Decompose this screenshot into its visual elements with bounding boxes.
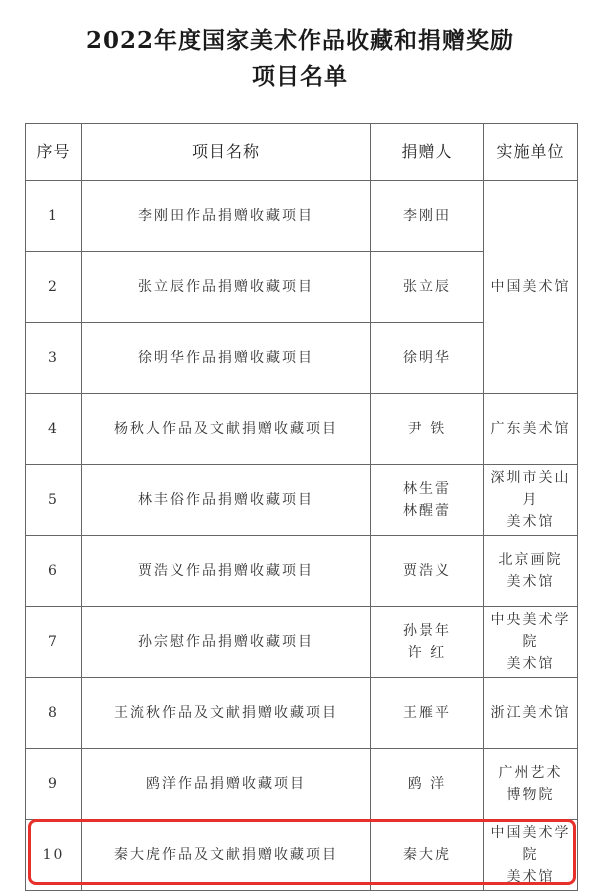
- row-number: 2: [26, 252, 82, 323]
- table-row: [26, 678, 578, 749]
- row-unit: 广东美术馆: [484, 394, 578, 465]
- row-donor: 尹 铁: [371, 394, 484, 465]
- row-unit: 中央美术学院 美术馆: [484, 607, 578, 678]
- table-row: [26, 607, 578, 678]
- row-donor: 秦大虎: [371, 820, 484, 891]
- row-donor: 王雁平: [371, 678, 484, 749]
- row-donor: 徐明华: [371, 323, 484, 394]
- row-unit: 浙江美术馆: [484, 678, 578, 749]
- highlight-box-row-10: [28, 819, 576, 885]
- row-unit: 广州艺术 博物院: [484, 749, 578, 820]
- row-project-name: 贾浩义作品捐赠收藏项目: [82, 536, 371, 607]
- document-title-line1: 2022年度国家美术作品收藏和捐赠奖励: [85, 27, 514, 54]
- row-number: 10: [26, 820, 82, 891]
- row-project-name: 林丰俗作品捐赠收藏项目: [82, 465, 371, 536]
- table-row: [26, 181, 578, 252]
- row-number: 5: [26, 465, 82, 536]
- row-project-name: 鸥洋作品捐赠收藏项目: [82, 749, 371, 820]
- table-row: [26, 536, 578, 607]
- row-project-name: 孙宗慰作品捐赠收藏项目: [82, 607, 371, 678]
- row-unit: 北京画院 美术馆: [484, 536, 578, 607]
- header-project-name: 项目名称: [82, 124, 371, 181]
- row-donor: 孙景年 许 红: [371, 607, 484, 678]
- row-project-name: 李刚田作品捐赠收藏项目: [82, 181, 371, 252]
- row-donor: 林生雷 林醒蕾: [371, 465, 484, 536]
- row-unit: 中国美术学院 美术馆: [484, 820, 578, 891]
- table-row: [26, 749, 578, 820]
- row-project-name: 杨秋人作品及文献捐赠收藏项目: [82, 394, 371, 465]
- row-number: 9: [26, 749, 82, 820]
- award-list-table: [25, 123, 578, 891]
- row-number: 6: [26, 536, 82, 607]
- row-number: 3: [26, 323, 82, 394]
- row-donor: 李刚田: [371, 181, 484, 252]
- row-project-name: 徐明华作品捐赠收藏项目: [82, 323, 371, 394]
- row-project-name: 张立辰作品捐赠收藏项目: [82, 252, 371, 323]
- table-row: [26, 465, 578, 536]
- row-project-name: 王流秋作品及文献捐赠收藏项目: [82, 678, 371, 749]
- row-donor: 贾浩义: [371, 536, 484, 607]
- row-unit: 中国美术馆: [484, 181, 578, 394]
- row-project-name: 秦大虎作品及文献捐赠收藏项目: [82, 820, 371, 891]
- row-number: 1: [26, 181, 82, 252]
- row-number: 4: [26, 394, 82, 465]
- row-number: 7: [26, 607, 82, 678]
- row-number: 8: [26, 678, 82, 749]
- document-title-line2: 项目名单: [252, 63, 348, 90]
- row-donor: 鸥 洋: [371, 749, 484, 820]
- header-unit: 实施单位: [484, 124, 578, 181]
- table-row: [26, 394, 578, 465]
- table-header-row: [26, 124, 578, 181]
- table-body: [26, 181, 578, 891]
- header-donor: 捐赠人: [371, 124, 484, 181]
- header-number: 序号: [26, 124, 82, 181]
- row-donor: 张立辰: [371, 252, 484, 323]
- row-unit: 深圳市关山月 美术馆: [484, 465, 578, 536]
